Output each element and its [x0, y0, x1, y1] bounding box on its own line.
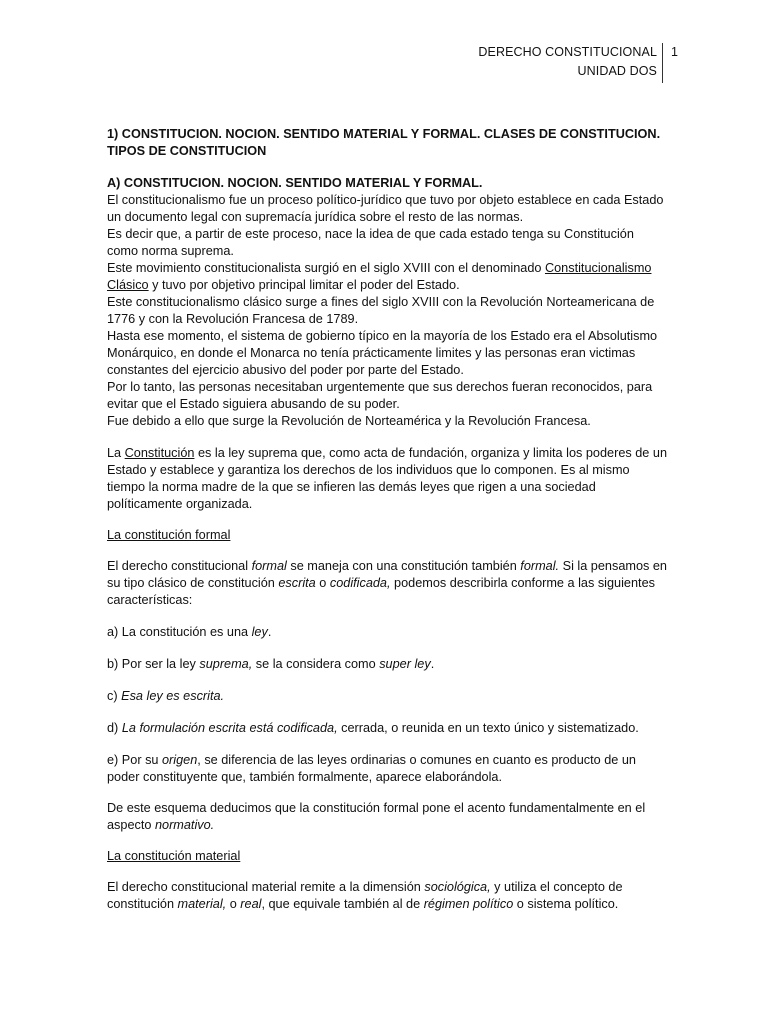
- text-run-italic: Esa ley es escrita.: [121, 689, 225, 703]
- paragraph: [107, 879, 667, 913]
- section-title: 1) CONSTITUCION. NOCION. SENTIDO MATERIAL Y FORMAL. CLASES DE CONSTITUCION. TIPOS DE CONSTITUCION: [107, 127, 661, 158]
- text-run: Si la pensamos en su tipo clásico de constitución: [107, 559, 667, 590]
- list-item-b: [107, 656, 667, 673]
- list-item-a: [107, 624, 667, 641]
- text-run: cerrada, o reunida en un texto único y sistematizado.: [337, 721, 639, 735]
- subheading-material: [107, 848, 667, 865]
- paragraph: Este constitucionalismo clásico surge a fines del siglo XVIII con la Revolución Norteamericana de 1776 y con la Revolución Francesa de 1789.: [107, 295, 655, 326]
- text-run-italic: ley: [251, 625, 268, 639]
- link-constitucionalismo-clasico[interactable]: Constitucionalismo Clásico: [107, 261, 652, 292]
- link-constitucion[interactable]: Constitución: [124, 446, 195, 460]
- header-divider: [662, 43, 663, 83]
- text-run: y utiliza el concepto de constitución: [107, 880, 623, 911]
- text-run: .: [267, 625, 272, 639]
- text-run: d): [107, 721, 122, 735]
- text-run-italic: material,: [177, 897, 227, 911]
- text-run: Este movimiento constitucionalista surgió en el siglo XVIII con el denominado: [107, 261, 545, 275]
- subsection-title: A) CONSTITUCION. NOCION. SENTIDO MATERIAL Y FORMAL.: [107, 176, 483, 190]
- text-run: El derecho constitucional material remite a la dimensión: [107, 880, 425, 894]
- text-run: es la ley suprema que, como acta de fundación, organiza y limita los poderes de un Estado y establece y garantiza los derechos de los individuos que lo componen. Es al mismo tiempo la norma madre de la que se infieren las demás leyes que rigen a una sociedad políticamente organizada.: [107, 446, 667, 511]
- subheading-text: La constitución material: [107, 849, 241, 863]
- text-run: o: [226, 897, 241, 911]
- text-run-italic: sociológica,: [424, 880, 491, 894]
- header-course: DERECHO CONSTITUCIONAL: [478, 45, 657, 59]
- paragraph: Es decir que, a partir de este proceso, nace la idea de que cada estado tenga su Constitución como norma suprema.: [107, 227, 634, 258]
- text-run: .: [430, 657, 435, 671]
- page-number: 1: [671, 45, 678, 59]
- text-run: e) Por su: [107, 753, 162, 767]
- text-run: De este esquema deducimos que la constitución formal pone el acento fundamentalmente en el aspecto: [107, 801, 646, 832]
- page-header: [0, 43, 768, 83]
- text-run-italic: normativo.: [154, 818, 215, 832]
- header-unit: UNIDAD DOS: [577, 64, 657, 78]
- document-body: [107, 126, 667, 913]
- paragraph: Por lo tanto, las personas necesitaban urgentemente que sus derechos fueran reconocidos, para evitar que el Estado siguiera abusando de su poder.: [107, 380, 653, 411]
- subheading-formal: [107, 527, 667, 544]
- paragraph: El constitucionalismo fue un proceso político-jurídico que tuvo por objeto establece en cada Estado un documento legal con supremacía jurídica sobre el resto de las normas.: [107, 193, 664, 224]
- text-run-italic: codificada,: [329, 576, 391, 590]
- text-run-italic: escrita: [278, 576, 316, 590]
- list-item-e: [107, 752, 667, 786]
- text-run-italic: formal: [251, 559, 287, 573]
- text-run: se la considera como: [252, 657, 380, 671]
- text-run: , se diferencia de las leyes ordinarias o comunes en cuanto es producto de un poder constituyente que, también formalmente, aparece elaborándola.: [107, 753, 636, 784]
- paragraph: [107, 260, 667, 294]
- subheading-text: La constitución formal: [107, 528, 231, 542]
- text-run: podemos describirla conforme a las siguientes características:: [107, 576, 655, 607]
- text-run-italic: suprema,: [199, 657, 253, 671]
- paragraph: Hasta ese momento, el sistema de gobierno típico en la mayoría de los Estado era el Absolutismo Monárquico, en donde el Monarca no tenía prácticamente limites y las personas eran victimas constantes del ejercicio abusivo del poder por parte del Estado.: [107, 329, 658, 377]
- text-run: a) La constitución es una: [107, 625, 252, 639]
- paragraph: [107, 445, 667, 513]
- text-run-italic: super ley: [379, 657, 431, 671]
- header-text: [478, 43, 657, 81]
- text-run-italic: La formulación escrita está codificada,: [121, 721, 338, 735]
- text-run: La: [107, 446, 125, 460]
- paragraph: [107, 558, 667, 609]
- text-run: se maneja con una constitución también: [286, 559, 521, 573]
- text-run: El derecho constitucional: [107, 559, 252, 573]
- paragraph: [107, 800, 667, 834]
- text-run: b) Por ser la ley: [107, 657, 200, 671]
- list-item-d: [107, 720, 667, 737]
- text-run-italic: régimen político: [423, 897, 514, 911]
- paragraph: Fue debido a ello que surge la Revolución de Norteamérica y la Revolución Francesa.: [107, 414, 591, 428]
- text-run-italic: origen: [162, 753, 198, 767]
- list-item-c: [107, 688, 667, 705]
- text-run: o sistema político.: [513, 897, 619, 911]
- text-run: o: [315, 576, 330, 590]
- text-run: y tuvo por objetivo principal limitar el poder del Estado.: [148, 278, 460, 292]
- text-run-italic: formal.: [520, 559, 560, 573]
- text-run: c): [107, 689, 122, 703]
- text-run: , que equivale también al de: [261, 897, 424, 911]
- text-run-italic: real: [240, 897, 262, 911]
